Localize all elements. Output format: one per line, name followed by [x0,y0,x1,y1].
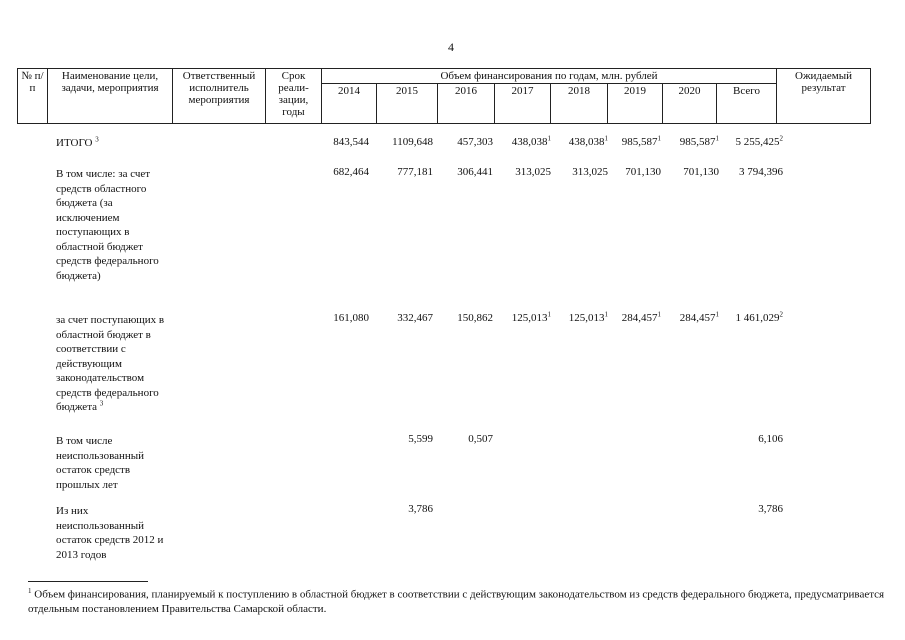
cell-total [739,166,783,178]
cell-footnote-ref: 2 [779,134,783,143]
cell-value [572,166,608,178]
cell-number: 457,303 [457,136,493,148]
row-label [56,434,176,492]
footnote-marker: 1 [28,587,32,595]
col-header-year: 2018 [551,84,608,124]
cell-number: 5 255,425 [735,136,780,148]
cell-number: 313,025 [572,166,608,178]
cell-value [512,136,551,148]
cell-number: 313,025 [515,166,551,178]
cell-total [736,312,784,324]
cell-value [569,136,608,148]
cell-value [683,166,719,178]
cell-footnote-ref: 1 [657,134,661,143]
cell-number: 3,786 [408,503,433,515]
row-label-footnote-ref: 3 [99,399,104,408]
col-header-total: Всего [717,84,777,124]
row-label-text: В том числе: за счет средств областного бюджета (за исключением поступающих в областной бюджет средств федерального бюджета) [56,168,159,282]
footnote [28,584,898,616]
cell-value [680,136,719,148]
cell-footnote-ref: 1 [715,134,719,143]
col-header-result: Ожидаемый результат [777,69,871,124]
row-label-text: ИТОГО [56,137,93,149]
cell-value [333,166,369,178]
row-label [56,504,176,562]
col-header-year: 2020 [663,84,717,124]
cell-value [457,166,493,178]
cell-number: 6,106 [758,433,783,445]
col-header-term: Срок реали-зации, годы [266,69,322,124]
cell-footnote-ref: 2 [779,310,783,319]
cell-value [515,166,551,178]
cell-value [333,312,369,324]
cell-number: 306,441 [457,166,493,178]
cell-number: 5,599 [408,433,433,445]
cell-footnote-ref: 1 [547,134,551,143]
row-label [56,167,176,283]
cell-value [408,433,433,445]
cell-footnote-ref: 1 [547,310,551,319]
cell-number: 438,038 [568,136,605,148]
cell-value [457,136,493,148]
cell-number: 438,038 [511,136,548,148]
cell-number: 3 794,396 [739,166,783,178]
cell-value [392,136,433,148]
cell-number: 701,130 [683,166,719,178]
cell-value [457,312,493,324]
cell-number: 843,544 [333,136,369,148]
cell-total [758,503,783,515]
col-header-year: 2019 [608,84,663,124]
cell-value [680,312,719,324]
page-number: 4 [448,40,454,54]
cell-number: 985,587 [679,136,716,148]
cell-footnote-ref: 1 [657,310,661,319]
col-header-year: 2015 [377,84,438,124]
cell-number: 1109,648 [392,136,433,148]
row-label [56,313,176,415]
cell-number: 3,786 [758,503,783,515]
cell-number: 332,467 [397,312,433,324]
cell-number: 985,587 [621,136,658,148]
cell-number: 284,457 [679,312,716,324]
cell-number: 701,130 [625,166,661,178]
row-label-footnote-ref: 3 [95,135,99,144]
cell-number: 161,080 [333,312,369,324]
cell-value [397,166,433,178]
cell-number: 777,181 [397,166,433,178]
cell-value [333,136,369,148]
col-header-name: Наименование цели, задачи, мероприятия [48,69,173,124]
cell-total [736,136,784,148]
col-header-year: 2014 [322,84,377,124]
cell-value [468,433,493,445]
col-header-year: 2017 [495,84,551,124]
footnote-text: Объем финансирования, планируемый к поступлению в областной бюджет в соответствии с действующим законодательством из средств федерального бюджета, предусматривается отдельным постановлением Правительства Самарской области. [28,588,885,615]
cell-value [622,312,661,324]
cell-number: 150,862 [457,312,493,324]
cell-value [625,166,661,178]
cell-number: 0,507 [468,433,493,445]
cell-value [512,312,551,324]
col-header-num: № п/п [18,69,48,124]
cell-total [758,433,783,445]
cell-number: 125,013 [568,312,605,324]
cell-number: 125,013 [511,312,548,324]
row-label-text: В том числе неиспользованный остаток средств прошлых лет [56,435,145,491]
cell-number: 284,457 [621,312,658,324]
cell-value [569,312,608,324]
cell-value [408,503,433,515]
cell-footnote-ref: 1 [604,310,608,319]
cell-footnote-ref: 1 [715,310,719,319]
col-header-funding: Объем финансирования по годам, млн. рублей [322,69,777,84]
cell-value [622,136,661,148]
cell-number: 682,464 [333,166,369,178]
footnote-divider [28,581,148,582]
row-label-text: Из них неиспользованный остаток средств 2012 и 2013 годов [56,505,164,561]
cell-number: 1 461,029 [735,312,780,324]
row-label [56,136,176,151]
cell-footnote-ref: 1 [604,134,608,143]
col-header-year: 2016 [438,84,495,124]
cell-value [397,312,433,324]
row-label-text: за счет поступающих в областной бюджет в соответствии с действующим законодательством средств федерального бюджета [56,314,165,413]
col-header-executor: Ответственный исполнитель мероприятия [173,69,266,124]
